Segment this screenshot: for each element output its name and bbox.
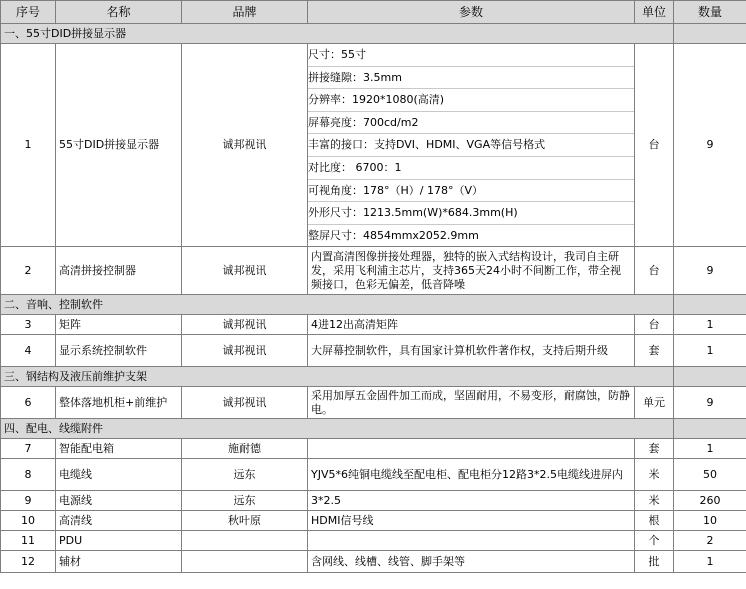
cell-no: 10 — [1, 511, 56, 531]
cell-brand: 诚邦视讯 — [182, 335, 308, 367]
cell-qty: 9 — [674, 387, 746, 419]
cell-no: 9 — [1, 491, 56, 511]
cell-param — [308, 439, 635, 459]
header-unit: 单位 — [635, 1, 674, 24]
cell-brand: 远东 — [182, 491, 308, 511]
cell-name: 55寸DID拼接显示器 — [56, 44, 182, 247]
cell-param: 内置高清图像拼接处理器，独特的嵌入式结构设计，我司自主研发，采用飞利浦主芯片，支持365天24小时不间断工作，带全视频接口，色彩无偏差，低音降噪 — [308, 247, 635, 295]
cell-brand — [182, 531, 308, 551]
table-row — [1, 315, 746, 335]
cell-name: 电源线 — [56, 491, 182, 511]
cell-param — [308, 531, 635, 551]
cell-qty: 9 — [674, 44, 746, 247]
section-qty-cell — [674, 295, 746, 315]
cell-name: 整体落地机柜+前维护 — [56, 387, 182, 419]
header-name: 名称 — [56, 1, 182, 24]
cell-no: 3 — [1, 315, 56, 335]
cell-name: PDU — [56, 531, 182, 551]
table-row — [1, 335, 746, 367]
cell-name: 辅材 — [56, 551, 182, 573]
table-row — [1, 387, 746, 419]
section-title: 三、钢结构及液压前维护支架 — [1, 367, 674, 387]
section-qty-cell — [674, 24, 746, 44]
cell-qty: 1 — [674, 315, 746, 335]
cell-brand: 远东 — [182, 459, 308, 491]
cell-name: 电缆线 — [56, 459, 182, 491]
param-contrast: 对比度： 6700：1 — [308, 156, 634, 179]
cell-unit: 个 — [635, 531, 674, 551]
cell-param: 4进12出高清矩阵 — [308, 315, 635, 335]
table-row — [1, 247, 746, 295]
section-qty-cell — [674, 367, 746, 387]
cell-brand: 诚邦视讯 — [182, 44, 308, 247]
param-size: 尺寸：55寸 — [308, 44, 634, 66]
cell-unit: 台 — [635, 44, 674, 247]
cell-unit: 米 — [635, 491, 674, 511]
cell-unit: 单元 — [635, 387, 674, 419]
cell-name: 显示系统控制软件 — [56, 335, 182, 367]
section-title: 四、配电、线缆附件 — [1, 419, 674, 439]
section-row — [1, 24, 746, 44]
cell-no: 8 — [1, 459, 56, 491]
table-row — [1, 531, 746, 551]
cell-name: 矩阵 — [56, 315, 182, 335]
cell-param: YJV5*6纯铜电缆线至配电柜、配电柜分12路3*2.5电缆线进屏内 — [308, 459, 635, 491]
header-param: 参数 — [308, 1, 635, 24]
section-row — [1, 295, 746, 315]
param-wall-size: 整屏尺寸：4854mmx2052.9mm — [308, 228, 479, 242]
cell-name: 高清线 — [56, 511, 182, 531]
cell-no: 6 — [1, 387, 56, 419]
section-row — [1, 419, 746, 439]
cell-param: HDMI信号线 — [308, 511, 635, 531]
cell-brand: 诚邦视讯 — [182, 247, 308, 295]
header-brand: 品牌 — [182, 1, 308, 24]
cell-qty: 10 — [674, 511, 746, 531]
cell-unit: 米 — [635, 459, 674, 491]
cell-brand: 诚邦视讯 — [182, 387, 308, 419]
cell-param — [308, 44, 635, 247]
param-resolution: 分辨率：1920*1080(高清) — [308, 89, 634, 112]
cell-name: 高清拼接控制器 — [56, 247, 182, 295]
table-row — [1, 44, 746, 247]
cell-brand: 秋叶原 — [182, 511, 308, 531]
cell-param: 采用加厚五金固件加工而成，坚固耐用，不易变形，耐腐蚀，防静电。 — [308, 387, 635, 419]
section-title: 二、音响、控制软件 — [1, 295, 674, 315]
cell-param: 3*2.5 — [308, 491, 635, 511]
cell-qty: 9 — [674, 247, 746, 295]
table-row — [1, 439, 746, 459]
param-viewing-angle: 可视角度：178°（H）/ 178°（V） — [308, 179, 634, 202]
param-list — [308, 44, 634, 246]
table-row — [1, 459, 746, 491]
table-row — [1, 511, 746, 531]
section-title: 一、55寸DID拼接显示器 — [1, 24, 674, 44]
param-brightness: 屏幕亮度：700cd/m2 — [308, 111, 634, 134]
cell-brand: 诚邦视讯 — [182, 315, 308, 335]
cell-qty: 2 — [674, 531, 746, 551]
cell-qty: 260 — [674, 491, 746, 511]
cell-no: 7 — [1, 439, 56, 459]
cell-qty: 1 — [674, 335, 746, 367]
section-row — [1, 367, 746, 387]
cell-brand — [182, 551, 308, 573]
cell-no: 2 — [1, 247, 56, 295]
table-row — [1, 491, 746, 511]
cell-qty: 1 — [674, 551, 746, 573]
param-gap: 拼接缝隙：3.5mm — [308, 66, 634, 89]
cell-unit: 批 — [635, 551, 674, 573]
param-interfaces: 丰富的接口：支持DVI、HDMI、VGA等信号格式 — [308, 134, 634, 157]
cell-unit: 台 — [635, 315, 674, 335]
cell-param: 大屏幕控制软件，具有国家计算机软件著作权，支持后期升级 — [308, 335, 635, 367]
cell-qty: 1 — [674, 439, 746, 459]
table-row — [1, 551, 746, 573]
cell-no: 12 — [1, 551, 56, 573]
cell-brand: 施耐德 — [182, 439, 308, 459]
param-dimensions: 外形尺寸：1213.5mm(W)*684.3mm(H) — [308, 202, 634, 225]
cell-qty: 50 — [674, 459, 746, 491]
header-no: 序号 — [1, 1, 56, 24]
cell-name: 智能配电箱 — [56, 439, 182, 459]
cell-unit: 套 — [635, 439, 674, 459]
cell-no: 11 — [1, 531, 56, 551]
cell-unit: 根 — [635, 511, 674, 531]
header-qty: 数量 — [674, 1, 746, 24]
cell-unit: 台 — [635, 247, 674, 295]
cell-no: 4 — [1, 335, 56, 367]
cell-no: 1 — [1, 44, 56, 247]
header-row — [1, 1, 746, 24]
section-qty-cell — [674, 419, 746, 439]
cell-unit: 套 — [635, 335, 674, 367]
cell-param: 含网线、线槽、线管、脚手架等 — [308, 551, 635, 573]
